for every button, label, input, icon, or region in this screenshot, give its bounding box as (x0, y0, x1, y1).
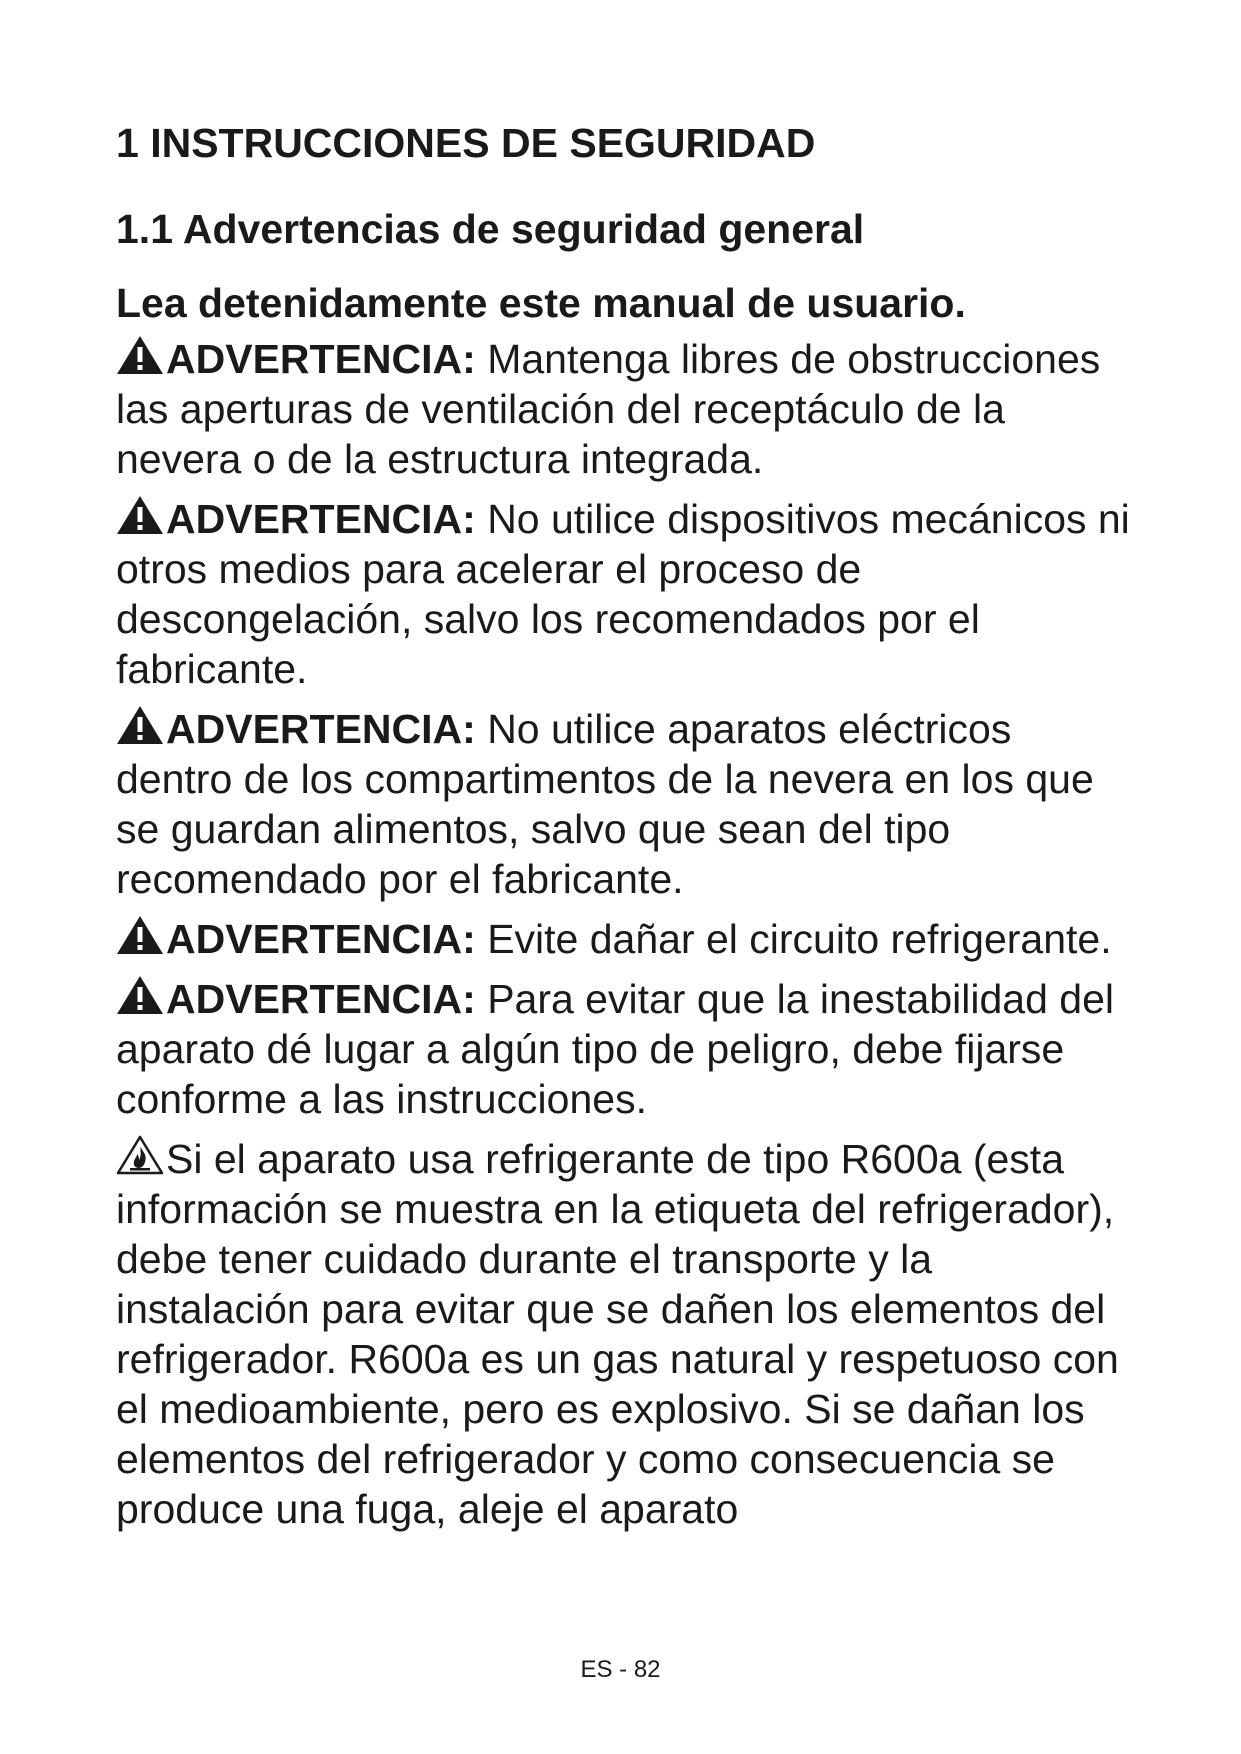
document-page (116, 118, 1136, 1544)
warning-paragraph (116, 974, 1136, 1124)
warning-paragraph (116, 494, 1136, 694)
page-number: ES - 82 (580, 1656, 661, 1683)
warning-label: ADVERTENCIA: (166, 706, 476, 752)
subsection-title: 1.1 Advertencias de seguridad general (116, 206, 865, 252)
warning-paragraph (116, 334, 1136, 484)
warning-triangle-icon (116, 335, 164, 375)
warning-triangle-icon (116, 975, 164, 1015)
warning-text: No utilice aparatos eléctricos dentro de los compartimentos de la nevera en los que se guardan alimentos, salvo que sean del tipo recomendado por el fabricante. (116, 706, 1094, 902)
flammable-note-text: Si el aparato usa refrigerante de tipo R600a (esta información se muestra en la etiqueta del refrigerador), debe tener cuidado durante el transporte y la instalación para evitar que se dañen los elementos del refrigerador. R600a es un gas natural y respetuoso con el medioambiente, pero es explosivo. Si se dañan los elementos del refrigerador y como consecuencia se produce una fuga, aleje el aparato (116, 1136, 1119, 1532)
section-title: 1 INSTRUCCIONES DE SEGURIDAD (116, 120, 816, 166)
warning-triangle-icon (116, 705, 164, 745)
warning-text: Mantenga libres de obstrucciones las aperturas de ventilación del receptáculo de la nevera o de la estructura integrada. (116, 336, 1101, 482)
flammable-warning-icon (116, 1135, 164, 1175)
warning-triangle-icon (116, 915, 164, 955)
warning-paragraph (116, 914, 1136, 964)
warning-text: Para evitar que la inestabilidad del aparato dé lugar a algún tipo de peligro, debe fijarse conforme a las instrucciones. (116, 976, 1114, 1122)
warning-text: No utilice dispositivos mecánicos ni otros medios para acelerar el proceso de descongelación, salvo los recomendados por el fabricante. (116, 496, 1130, 692)
warning-label: ADVERTENCIA: (166, 496, 476, 542)
warning-label: ADVERTENCIA: (166, 976, 476, 1022)
warning-text: Evite dañar el circuito refrigerante. (475, 916, 1112, 962)
warning-label: ADVERTENCIA: (166, 916, 476, 962)
warning-label: ADVERTENCIA: (166, 336, 476, 382)
flammable-note (116, 1134, 1136, 1534)
warning-paragraph (116, 704, 1136, 904)
lead-instruction: Lea detenidamente este manual de usuario. (116, 280, 966, 326)
warning-triangle-icon (116, 495, 164, 535)
